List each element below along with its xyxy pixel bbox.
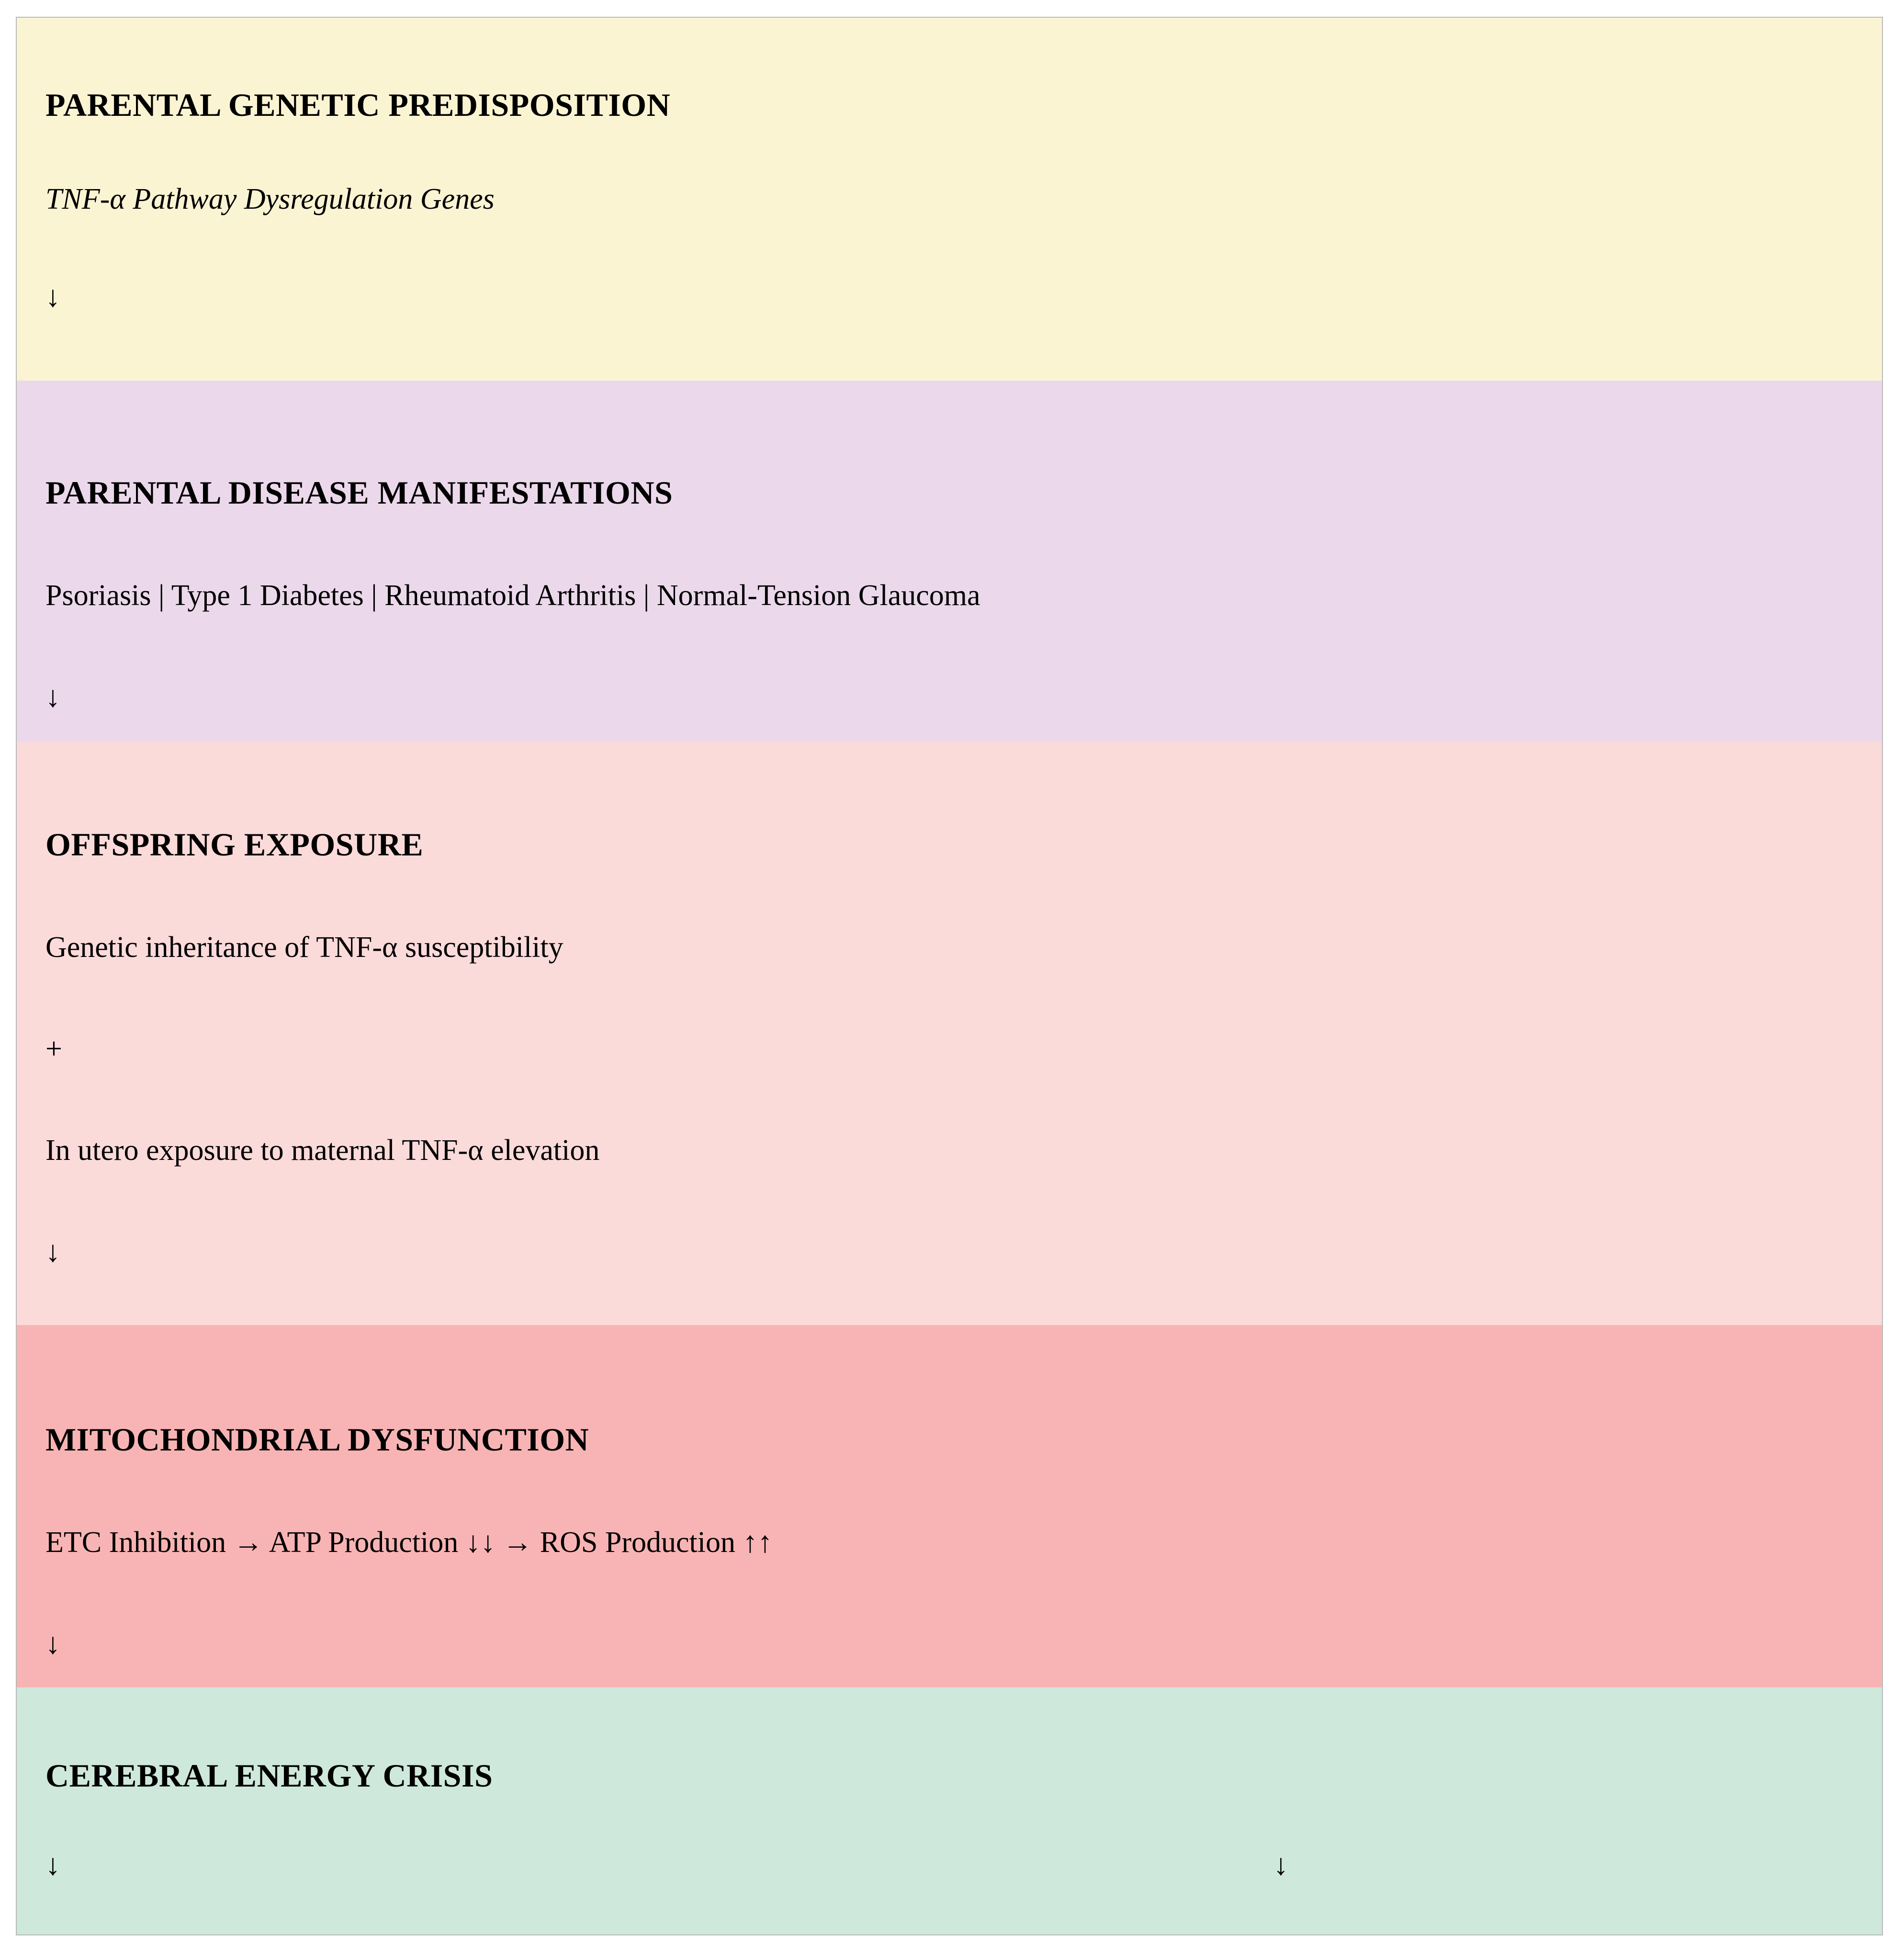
branching-arrow-row [45,1850,1482,1893]
band-cerebral-energy-crisis [17,1687,1882,1935]
pathway-diagram-page [16,17,1883,1935]
band-parental-genetic-predisposition [17,18,1882,381]
band-title-mitochondrial-dysfunction: MITOCHONDRIAL DYSFUNCTION [45,1421,589,1458]
plus-sign-icon: + [45,1033,62,1065]
band-body-in-utero-exposure: In utero exposure to maternal TNF-α elevation [45,1134,600,1167]
band-body-genetic-inheritance: Genetic inheritance of TNF-α susceptibility [45,931,563,964]
band-body-tnf-pathway-genes: TNF-α Pathway Dysregulation Genes [45,183,495,215]
band-body-disease-list: Psoriasis | Type 1 Diabetes | Rheumatoid Arthritis | Normal-Tension Glaucoma [45,579,980,612]
band-offspring-exposure [17,742,1882,1325]
down-arrow-icon-left: ↓ [45,1849,60,1881]
band-title-cerebral-energy-crisis: CEREBRAL ENERGY CRISIS [45,1757,493,1794]
band-title-parental-disease-manifestations: PARENTAL DISEASE MANIFESTATIONS [45,474,673,511]
band-title-offspring-exposure: OFFSPRING EXPOSURE [45,826,424,863]
down-arrow-icon-right: ↓ [1273,1849,1288,1881]
band-body-etc-inhibition-chain: ETC Inhibition → ATP Production ↓↓ → ROS Production ↑↑ [45,1526,773,1559]
down-arrow-icon: ↓ [45,681,60,713]
band-parental-disease-manifestations [17,381,1882,742]
down-arrow-icon: ↓ [45,1236,60,1268]
down-arrow-icon: ↓ [45,281,60,313]
band-mitochondrial-dysfunction [17,1325,1882,1687]
band-title-parental-genetic-predisposition: PARENTAL GENETIC PREDISPOSITION [45,87,671,123]
down-arrow-icon: ↓ [45,1628,60,1660]
